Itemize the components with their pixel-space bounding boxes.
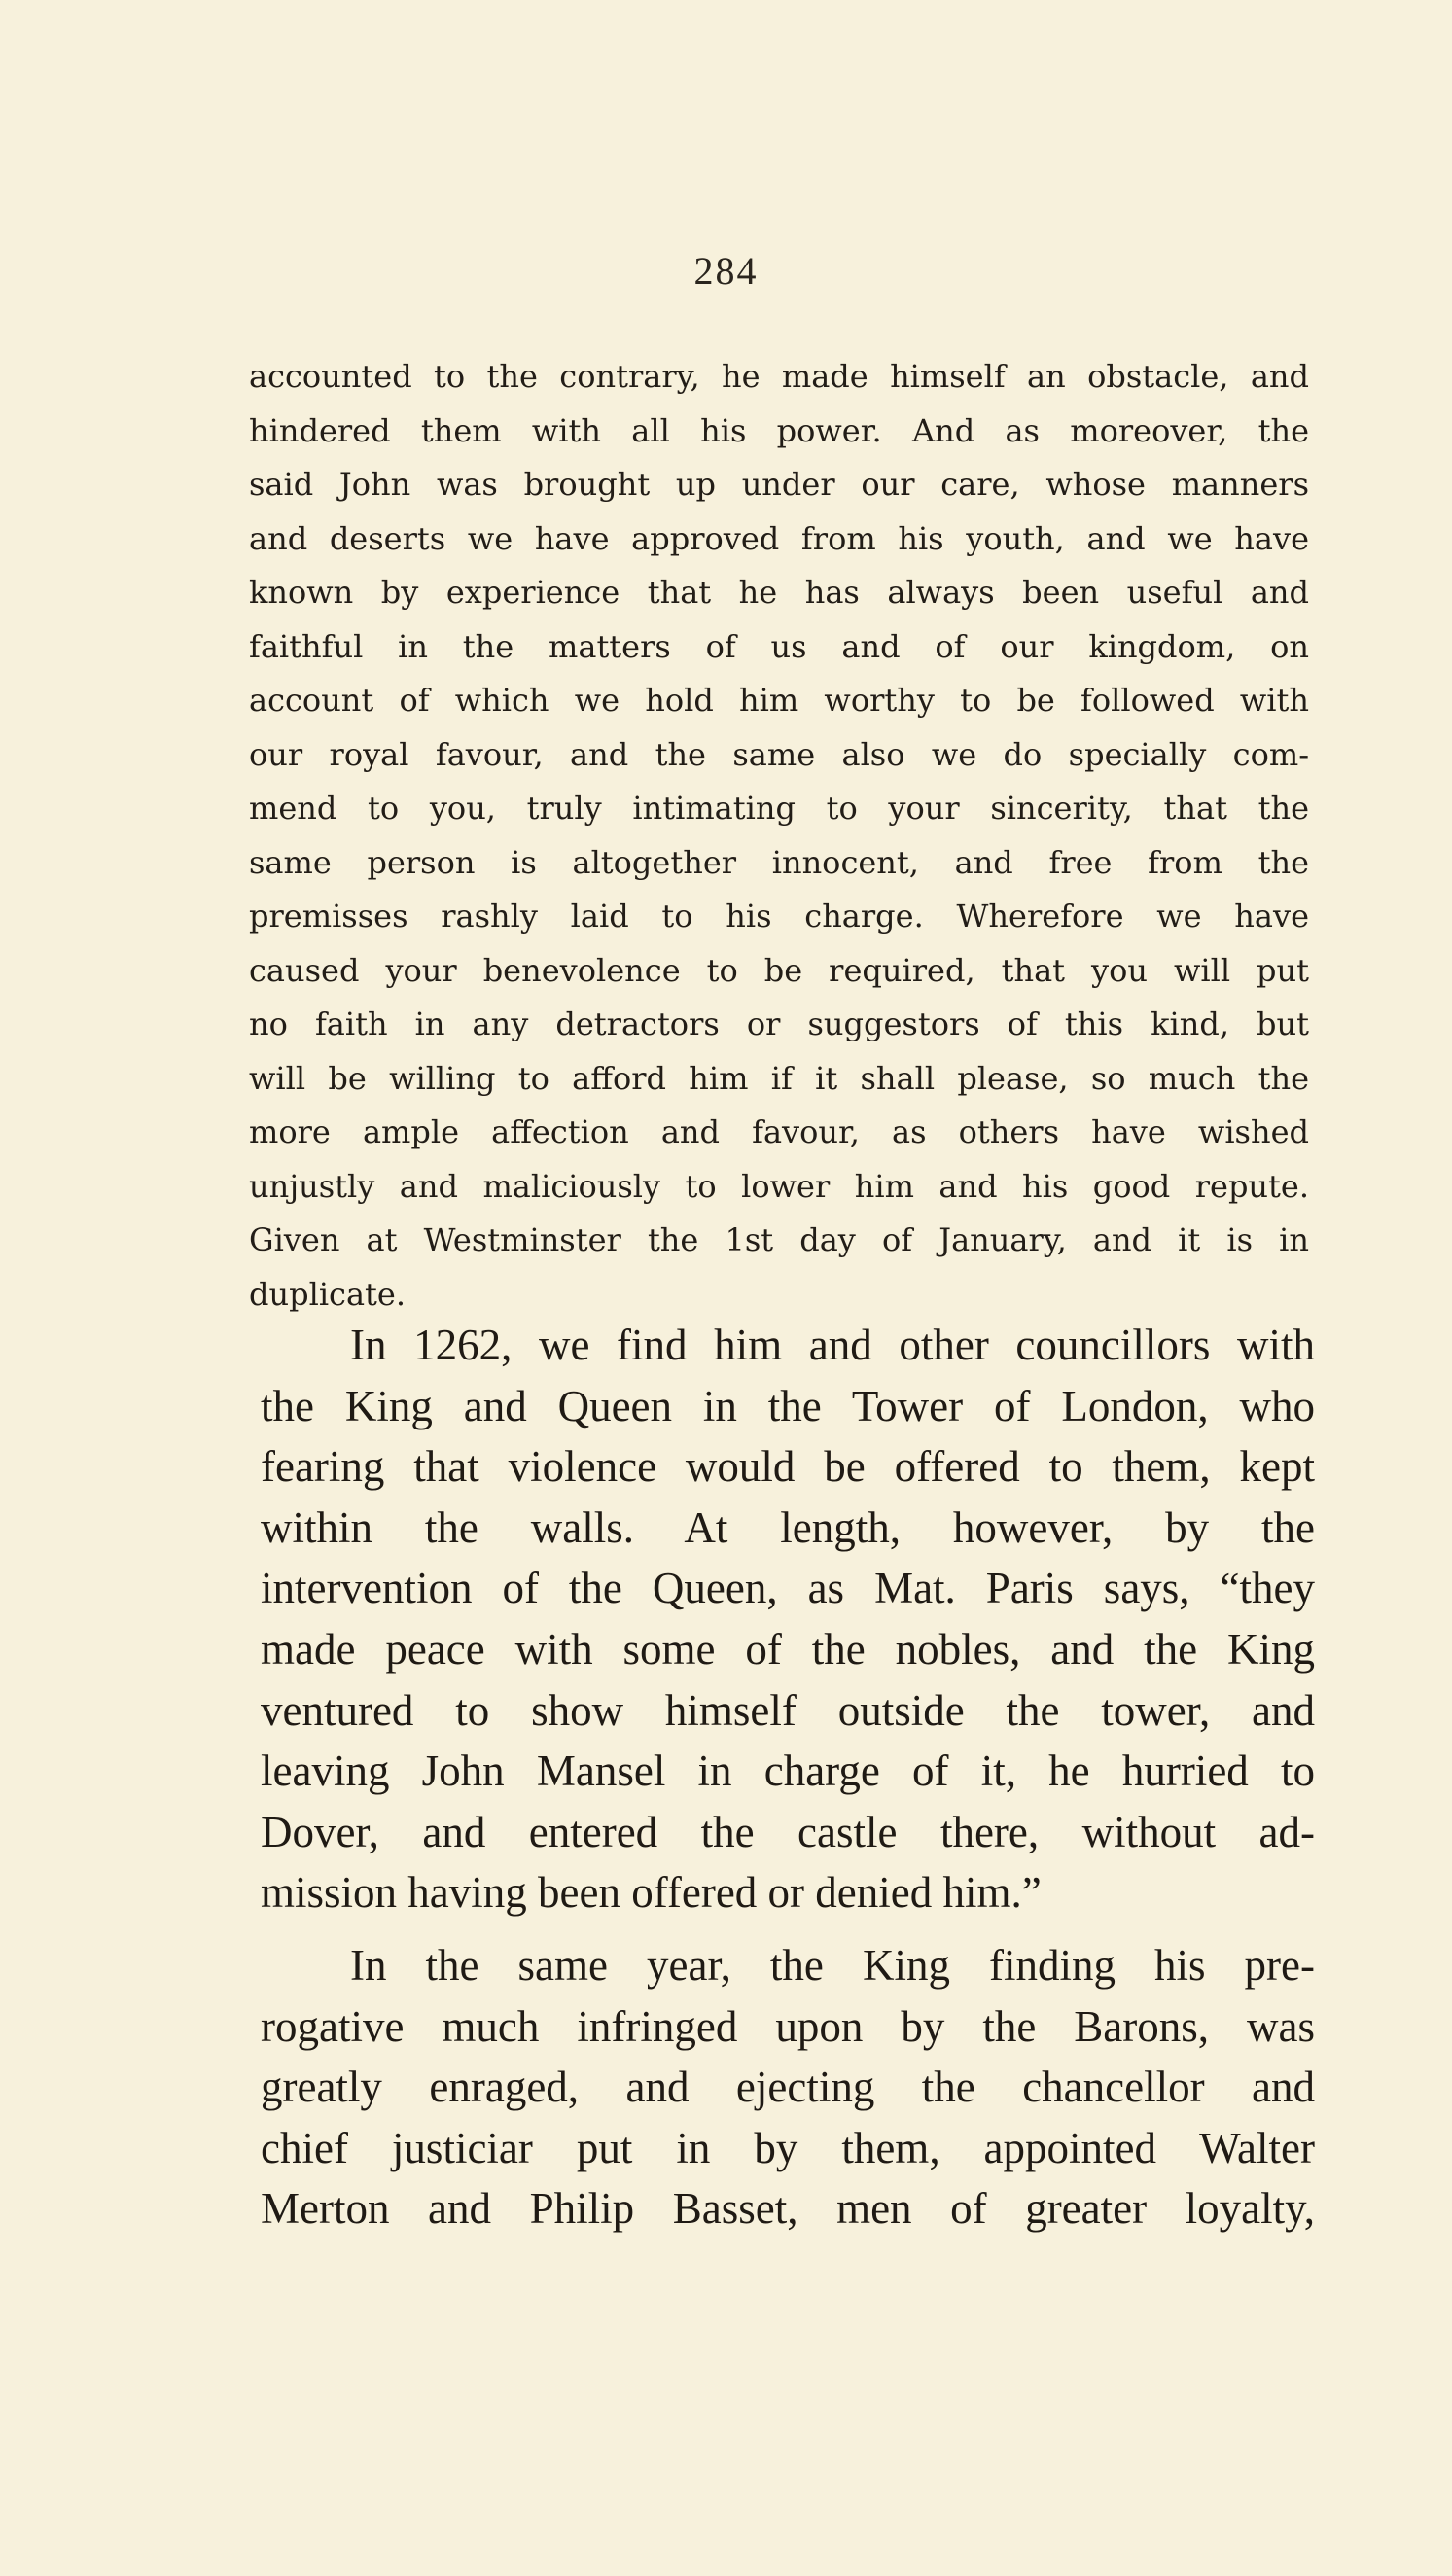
letter-line: said John was brought up under our care, whose manners [249, 466, 1309, 503]
letter-line: more ample affection and favour, as others have wished [249, 1113, 1309, 1150]
letter-line: unjustly and maliciously to lower him and his good repute. [249, 1167, 1309, 1205]
paragraph-1 [261, 1315, 1315, 1923]
letter-line: hindered them with all his power. And as moreover, the [249, 411, 1309, 449]
paragraph-line: ventured to show himself outside the tower, and [261, 1685, 1315, 1735]
paragraph-line: In 1262, we find him and other councillors with [350, 1321, 1315, 1369]
paragraph-line: fearing that violence would be offered to them, kept [261, 1442, 1315, 1492]
letter-line: accounted to the contrary, he made himself an obstacle, and [249, 358, 1309, 395]
paragraph-line: chief justiciar put in by them, appointed Walter [261, 2123, 1315, 2172]
paragraph-line: leaving John Mansel in charge of it, he hurried to [261, 1747, 1315, 1796]
letter-line: our royal favour, and the same also we do specially com- [249, 735, 1309, 773]
letter-line: account of which we hold him worthy to be followed with [249, 682, 1309, 719]
paragraph-line: the King and Queen in the Tower of London, who [261, 1381, 1315, 1430]
letter-line: caused your benevolence to be required, that you will put [249, 951, 1309, 989]
letter-line: mend to you, truly intimating to your sincerity, that the [249, 790, 1309, 827]
letter-line: same person is altogether innocent, and free from the [249, 843, 1309, 881]
paragraph-line: within the walls. At length, however, by the [261, 1502, 1315, 1552]
letter-line: known by experience that he has always been useful and [249, 574, 1309, 611]
letter-line: and deserts we have approved from his youth, and we have [249, 519, 1309, 557]
letter-line: duplicate. [249, 1275, 407, 1313]
letter-line: premisses rashly laid to his charge. Wherefore we have [249, 898, 1309, 935]
page-number: 284 [693, 249, 759, 293]
letter-line: faithful in the matters of us and of our kingdom, on [249, 627, 1309, 665]
letter-line: will be willing to afford him if it shall please, so much the [249, 1059, 1309, 1097]
paragraph-line: Dover, and entered the castle there, without ad- [261, 1807, 1315, 1856]
paragraph-line: rogative much infringed upon by the Barons, was [261, 2001, 1315, 2051]
paragraph-2 [261, 1935, 1315, 2240]
paragraph-line: made peace with some of the nobles, and the King [261, 1624, 1315, 1674]
paragraph-line: Merton and Philip Basset, men of greater loyalty, [261, 2184, 1315, 2234]
letter-line: no faith in any detractors or suggestors of this kind, but [249, 1006, 1309, 1042]
letter-line: Given at Westminster the 1st day of January, and it is in [249, 1221, 1309, 1258]
paragraph-line: intervention of the Queen, as Mat. Paris says, “they [261, 1564, 1315, 1613]
letter-text-block [249, 350, 1309, 1322]
paragraph-line: In the same year, the King finding his pre- [350, 1941, 1315, 1990]
paragraph-line: greatly enraged, and ejecting the chancellor and [261, 2063, 1315, 2112]
paragraph-line: mission having been offered or denied him.” [261, 1868, 1042, 1918]
